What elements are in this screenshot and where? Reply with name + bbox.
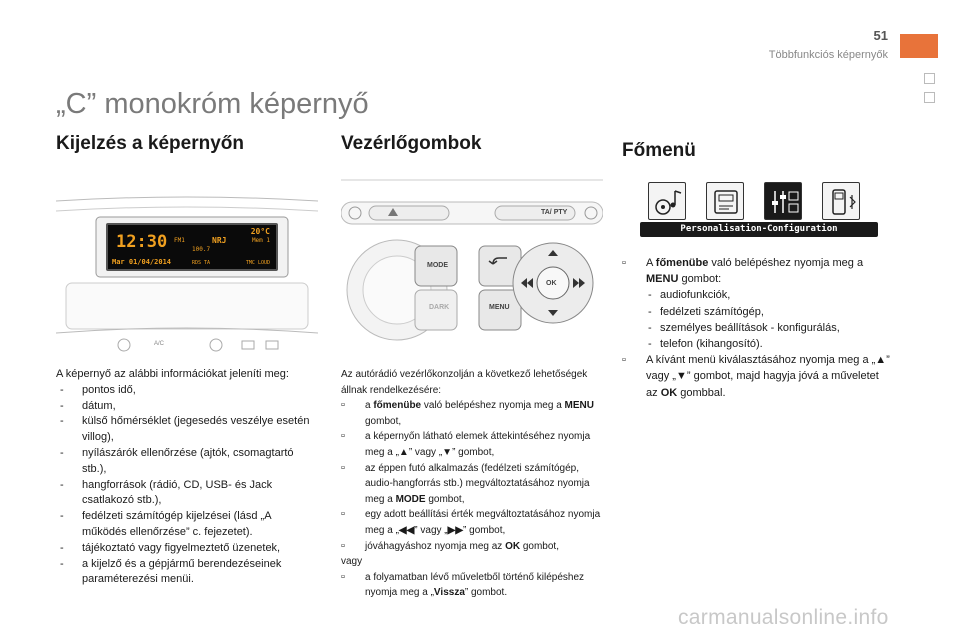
forward-icon: ▶▶ — [447, 524, 464, 536]
list-item: - a kijelző és a gépjármű berendezéseinek paraméterezési menüi. — [56, 557, 318, 589]
list-item: ▫ a folyamatban lévő műveletből történő kilépéshez nyomja meg a „Vissza” gombot. — [341, 570, 609, 601]
lcd-tmc: TMC LOUD — [245, 260, 270, 266]
display-info-text — [56, 367, 318, 588]
menu-button-label: MENU — [489, 304, 510, 311]
trip-computer-icon — [706, 182, 744, 220]
lcd-band: FM1 — [174, 237, 185, 244]
list-item: - telefon (kihangosító). — [622, 336, 890, 352]
rewind-icon: ◀◀ — [398, 524, 415, 536]
main-menu-illustration — [640, 178, 878, 240]
dark-button-label: DARK — [429, 304, 450, 311]
list-item: ▫ A kívánt menü kiválasztásához nyomja meg a „▲” vagy „▼” gombot, majd hagyja jóvá a műveletet az OK gombbal. — [622, 352, 890, 401]
list-item: - személyes beállítások - konfigurálás, — [622, 320, 890, 336]
ok-button-label: OK — [546, 280, 557, 287]
lcd-frequency: 100.7 — [192, 246, 211, 253]
or-text: vagy — [341, 556, 363, 568]
chapter-tab-box[interactable] — [924, 73, 935, 84]
lcd-time: 12:30 — [116, 232, 168, 252]
dashboard-panel-drawing — [56, 195, 318, 365]
list-item: ▫ A főmenübe való belépéshez nyomja meg a MENU gombot: — [622, 255, 890, 287]
chapter-tab[interactable] — [900, 34, 938, 58]
list-item: ▫ az éppen futó alkalmazás (fedélzeti számítógép, audio-hangforrás stb.) megváltoztatásához nyomja meg a MODE gombot, — [341, 461, 609, 508]
down-arrow-icon: ▼ — [675, 370, 687, 383]
main-menu-text — [622, 255, 890, 401]
left-column-title: Kijelzés a képernyőn — [56, 133, 244, 154]
ta-pty-button-label: TA/ PTY — [541, 209, 568, 216]
chapter-tab-box[interactable] — [924, 92, 935, 103]
personalisation-icon — [764, 182, 802, 220]
watermark: carmanualsonline.info — [678, 606, 889, 629]
list-item: - audiofunkciók, — [622, 287, 890, 303]
list-item: - dátum, — [56, 399, 318, 415]
control-panel-illustration — [341, 178, 603, 363]
up-arrow-icon: ▲ — [398, 446, 409, 458]
ac-label: A/C — [154, 341, 165, 347]
lcd-rds: RDS TA — [192, 260, 211, 266]
display-unit-illustration — [56, 195, 318, 365]
list-item: - külső hőmérséklet (jegesedés veszélye esetén villog), — [56, 414, 318, 446]
list-item: - nyílászárók ellenőrzése (ajtók, csomagtartó stb.), — [56, 446, 318, 478]
list-item: - fedélzeti számítógép, — [622, 304, 890, 320]
middle-column-title: Vezérlőgombok — [341, 133, 482, 154]
display-info-intro: A képernyő az alábbi információkat jeleníti meg: — [56, 368, 289, 380]
list-item: ▫ jóváhagyáshoz nyomja meg az OK gombot, — [341, 539, 609, 555]
controls-text — [341, 367, 609, 601]
list-item: - hangforrások (rádió, CD, USB- és Jack csatlakozó stb.), — [56, 478, 318, 510]
section-header: Többfunkciós képernyők — [768, 49, 888, 61]
list-item: - fedélzeti számítógép kijelzései (lásd „A működés ellenőrzése” c. fejezetet). — [56, 509, 318, 541]
mode-button-label: MODE — [427, 262, 448, 269]
lcd-screen — [106, 223, 278, 271]
audio-icon — [648, 182, 686, 220]
menu-caption: Personalisation-Configuration — [640, 222, 878, 237]
page-number: 51 — [873, 28, 888, 43]
list-item: ▫ egy adott beállítási érték megváltoztatásához nyomja meg a „◀◀” vagy „▶▶” gombot, — [341, 507, 609, 538]
lcd-station: NRJ — [212, 236, 227, 245]
controls-intro: Az autórádió vezérlőkonzolján a következő lehetőségek állnak rendelkezésére: — [341, 369, 588, 396]
right-column-title: Főmenü — [622, 140, 696, 161]
down-arrow-icon: ▼ — [442, 446, 453, 458]
list-item: ▫ a főmenübe való belépéshez nyomja meg a MENU gombot, — [341, 398, 609, 429]
list-item: - tájékoztató vagy figyelmeztető üzenetek, — [56, 541, 318, 557]
telephone-icon — [822, 182, 860, 220]
page-title: „C” monokróm képernyő — [56, 88, 369, 120]
list-item: - pontos idő, — [56, 383, 318, 399]
lcd-temperature: 20°C — [250, 227, 270, 236]
lcd-date: Mar 01/04/2014 — [112, 258, 172, 266]
up-arrow-icon: ▲ — [875, 354, 887, 367]
lcd-memory: Mem 1 — [251, 237, 270, 244]
list-item: ▫ a képernyőn látható elemek áttekintéséhez nyomja meg a „▲” vagy „▼” gombot, — [341, 429, 609, 460]
control-panel-drawing — [341, 178, 603, 363]
